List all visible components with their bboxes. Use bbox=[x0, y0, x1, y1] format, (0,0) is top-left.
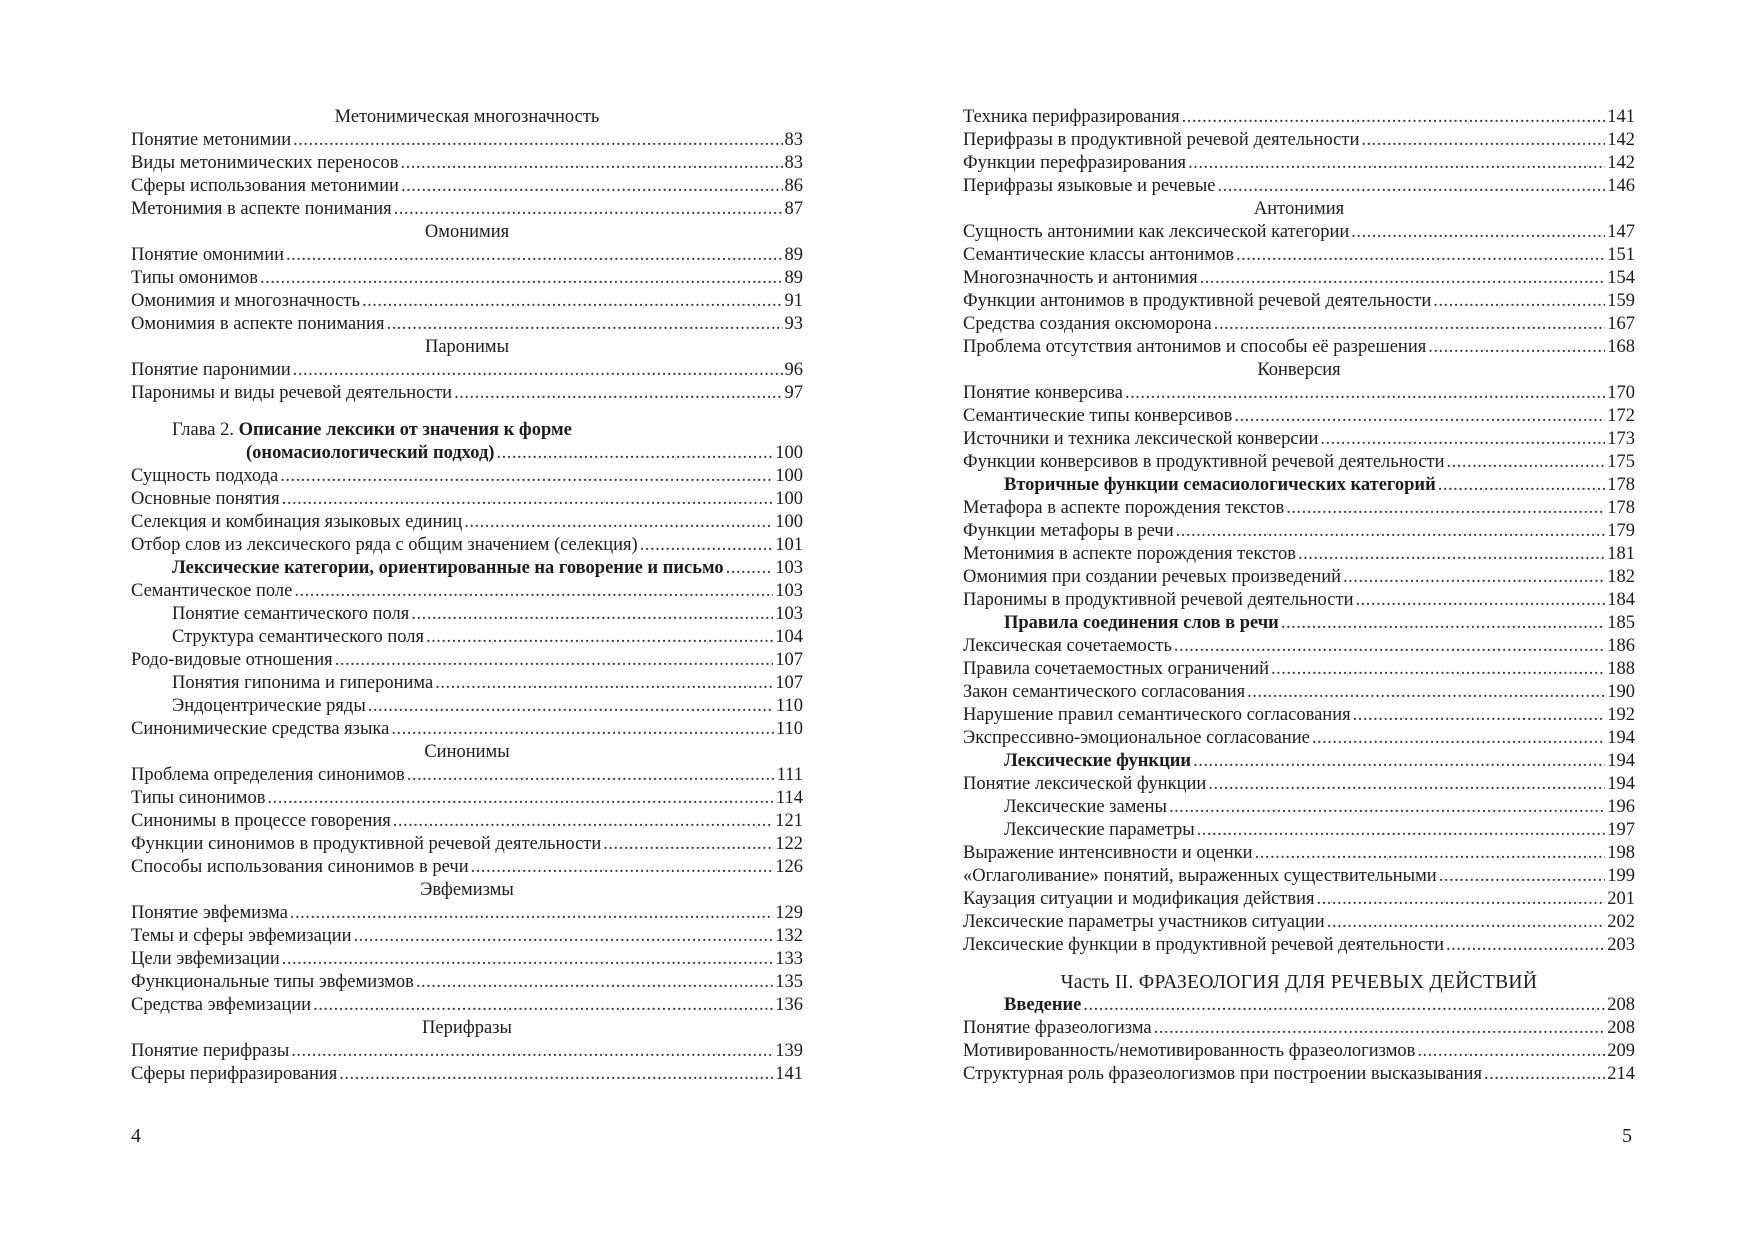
section-heading: Перифразы bbox=[422, 1018, 512, 1038]
page-number: 5 bbox=[1622, 1125, 1632, 1147]
toc-entry[interactable]: Источники и техника лексической конверсии ..... 173 bbox=[963, 428, 1635, 451]
toc-entry[interactable]: Функции антонимов в продуктивной речевой деятельности ..... 159 bbox=[963, 290, 1635, 313]
toc-entry[interactable]: Экспрессивно-эмоциональное согласование ..... 194 bbox=[963, 727, 1635, 750]
toc-entry[interactable]: Понятие паронимии ..... 96 bbox=[131, 359, 803, 382]
toc-entry[interactable]: Синонимы в процессе говорения ..... 121 bbox=[131, 810, 803, 833]
toc-entry[interactable]: Проблема определения синонимов ..... 111 bbox=[131, 764, 803, 787]
toc-entry[interactable]: Функции синонимов в продуктивной речевой деятельности ..... 122 bbox=[131, 833, 803, 856]
toc-entry[interactable]: Понятия гипонима и гиперонима ..... 107 bbox=[131, 672, 803, 695]
right-page bbox=[963, 106, 1635, 1086]
toc-entry[interactable]: Эндоцентрические ряды ..... 110 bbox=[131, 695, 803, 718]
toc-entry[interactable]: Правила сочетаемостных ограничений ..... 188 bbox=[963, 658, 1635, 681]
toc-entry[interactable]: Родо-видовые отношения ..... 107 bbox=[131, 649, 803, 672]
section-heading: Паронимы bbox=[424, 337, 509, 357]
section-heading: Эвфемизмы bbox=[420, 880, 514, 900]
toc-entry[interactable]: Лексические параметры ..... 197 bbox=[963, 819, 1635, 842]
toc-entry[interactable]: Закон семантического согласования ..... 190 bbox=[963, 681, 1635, 704]
toc-entry[interactable]: Понятие конверсива ..... 170 bbox=[963, 382, 1635, 405]
page-number: 4 bbox=[131, 1125, 141, 1147]
toc-entry[interactable]: Отбор слов из лексического ряда с общим значением (селекция) ..... 101 bbox=[131, 534, 803, 557]
toc-entry[interactable]: Понятие перифразы ..... 139 bbox=[131, 1040, 803, 1063]
toc-entry[interactable]: Лексические функции в продуктивной речевой деятельности ..... 203 bbox=[963, 934, 1635, 957]
toc-entry[interactable]: Перифразы в продуктивной речевой деятельности ..... 142 bbox=[963, 129, 1635, 152]
toc-entry-bold[interactable]: Введение ..... 208 bbox=[963, 994, 1635, 1017]
toc-entry[interactable]: Омонимия в аспекте понимания ..... 93 bbox=[131, 313, 803, 336]
toc-entry[interactable]: Типы синонимов ..... 114 bbox=[131, 787, 803, 810]
section-heading: Конверсия bbox=[1257, 360, 1341, 380]
toc-entry[interactable]: Семантические типы конверсивов ..... 172 bbox=[963, 405, 1635, 428]
toc-entry[interactable]: Функции метафоры в речи ..... 179 bbox=[963, 520, 1635, 543]
toc-entry[interactable]: Паронимы и виды речевой деятельности ..... 97 bbox=[131, 382, 803, 405]
toc-entry[interactable]: Способы использования синонимов в речи ..... 126 bbox=[131, 856, 803, 879]
toc-entry[interactable]: Понятие лексической функции ..... 194 bbox=[963, 773, 1635, 796]
toc-entry[interactable]: Паронимы в продуктивной речевой деятельности ..... 184 bbox=[963, 589, 1635, 612]
toc-entry[interactable]: Селекция и комбинация языковых единиц ..... 100 bbox=[131, 511, 803, 534]
toc-entry[interactable]: Темы и сферы эвфемизации ..... 132 bbox=[131, 925, 803, 948]
toc-entry[interactable]: Техника перифразирования ..... 141 bbox=[963, 106, 1635, 129]
toc-entry[interactable]: Нарушение правил семантического согласования ..... 192 bbox=[963, 704, 1635, 727]
section-heading: Антонимия bbox=[1253, 199, 1345, 219]
toc-entry[interactable]: Понятие семантического поля ..... 103 bbox=[131, 603, 803, 626]
toc-entry[interactable]: Виды метонимических переносов ..... 83 bbox=[131, 152, 803, 175]
toc-entry[interactable]: Семантические классы антонимов ..... 151 bbox=[963, 244, 1635, 267]
toc-entry-bold[interactable]: Лексические функции ..... 194 bbox=[963, 750, 1635, 773]
toc-entry-bold[interactable]: Правила соединения слов в речи ..... 185 bbox=[963, 612, 1635, 635]
toc-entry[interactable]: Метонимия в аспекте понимания ..... 87 bbox=[131, 198, 803, 221]
toc-entry[interactable]: Функциональные типы эвфемизмов ..... 135 bbox=[131, 971, 803, 994]
toc-entry[interactable]: Структура семантического поля ..... 104 bbox=[131, 626, 803, 649]
toc-entry[interactable]: Омонимия при создании речевых произведений ..... 182 bbox=[963, 566, 1635, 589]
toc-entry[interactable]: Семантическое поле ..... 103 bbox=[131, 580, 803, 603]
toc-entry-bold[interactable]: Лексические категории, ориентированные на говорение и письмо ..... 103 bbox=[131, 557, 803, 580]
toc-entry[interactable]: Понятие эвфемизма ..... 129 bbox=[131, 902, 803, 925]
toc-entry[interactable]: Понятие омонимии ..... 89 bbox=[131, 244, 803, 267]
chapter-heading[interactable]: Глава 2. Описание лексики от значения к форме bbox=[172, 420, 572, 440]
toc-entry[interactable]: Средства создания оксюморона ..... 167 bbox=[963, 313, 1635, 336]
toc-entry[interactable]: Сферы перифразирования ..... 141 bbox=[131, 1063, 803, 1086]
chapter-heading-continued[interactable]: (ономасиологический подход) ..... 100 bbox=[131, 442, 803, 465]
toc-entry[interactable]: Проблема отсутствия антонимов и способы её разрешения ..... 168 bbox=[963, 336, 1635, 359]
toc-entry[interactable]: Основные понятия ..... 100 bbox=[131, 488, 803, 511]
toc-entry[interactable]: Перифразы языковые и речевые ..... 146 bbox=[963, 175, 1635, 198]
toc-entry[interactable]: Понятие метонимии ..... 83 bbox=[131, 129, 803, 152]
toc-entry[interactable]: Понятие фразеологизма ..... 208 bbox=[963, 1017, 1635, 1040]
toc-entry[interactable]: Метонимия в аспекте порождения текстов ..... 181 bbox=[963, 543, 1635, 566]
toc-entry[interactable]: Многозначность и антонимия ..... 154 bbox=[963, 267, 1635, 290]
toc-entry[interactable]: Типы омонимов ..... 89 bbox=[131, 267, 803, 290]
part-heading[interactable]: Часть II. ФРАЗЕОЛОГИЯ ДЛЯ РЕЧЕВЫХ ДЕЙСТВИЙ bbox=[1060, 972, 1538, 993]
toc-entry-bold[interactable]: Вторичные функции семасиологических категорий ..... 178 bbox=[963, 474, 1635, 497]
toc-entry[interactable]: Структурная роль фразеологизмов при построении высказывания ..... 214 bbox=[963, 1063, 1635, 1086]
toc-entry[interactable]: Цели эвфемизации ..... 133 bbox=[131, 948, 803, 971]
left-page bbox=[131, 106, 803, 1086]
toc-entry[interactable]: Метафора в аспекте порождения текстов ..... 178 bbox=[963, 497, 1635, 520]
toc-entry[interactable]: Лексические параметры участников ситуации ..... 202 bbox=[963, 911, 1635, 934]
toc-entry[interactable]: Лексическая сочетаемость ..... 186 bbox=[963, 635, 1635, 658]
toc-entry[interactable]: Сущность антонимии как лексической категории ..... 147 bbox=[963, 221, 1635, 244]
section-heading: Синонимы bbox=[424, 742, 510, 762]
toc-entry[interactable]: Функции конверсивов в продуктивной речевой деятельности ..... 175 bbox=[963, 451, 1635, 474]
toc-entry[interactable]: Мотивированность/немотивированность фразеологизмов ..... 209 bbox=[963, 1040, 1635, 1063]
toc-entry[interactable]: Каузация ситуации и модификация действия ..... 201 bbox=[963, 888, 1635, 911]
toc-entry[interactable]: «Оглаголивание» понятий, выраженных существительными ..... 199 bbox=[963, 865, 1635, 888]
section-heading: Омонимия bbox=[424, 222, 510, 242]
section-heading: Метонимическая многозначность bbox=[334, 107, 600, 127]
toc-entry[interactable]: Синонимические средства языка ..... 110 bbox=[131, 718, 803, 741]
toc-entry[interactable]: Лексические замены ..... 196 bbox=[963, 796, 1635, 819]
toc-entry[interactable]: Сферы использования метонимии ..... 86 bbox=[131, 175, 803, 198]
toc-entry[interactable]: Сущность подхода ..... 100 bbox=[131, 465, 803, 488]
toc-entry[interactable]: Выражение интенсивности и оценки ..... 198 bbox=[963, 842, 1635, 865]
toc-entry[interactable]: Функции перефразирования ..... 142 bbox=[963, 152, 1635, 175]
toc-entry[interactable]: Омонимия и многозначность ..... 91 bbox=[131, 290, 803, 313]
toc-entry[interactable]: Средства эвфемизации ..... 136 bbox=[131, 994, 803, 1017]
